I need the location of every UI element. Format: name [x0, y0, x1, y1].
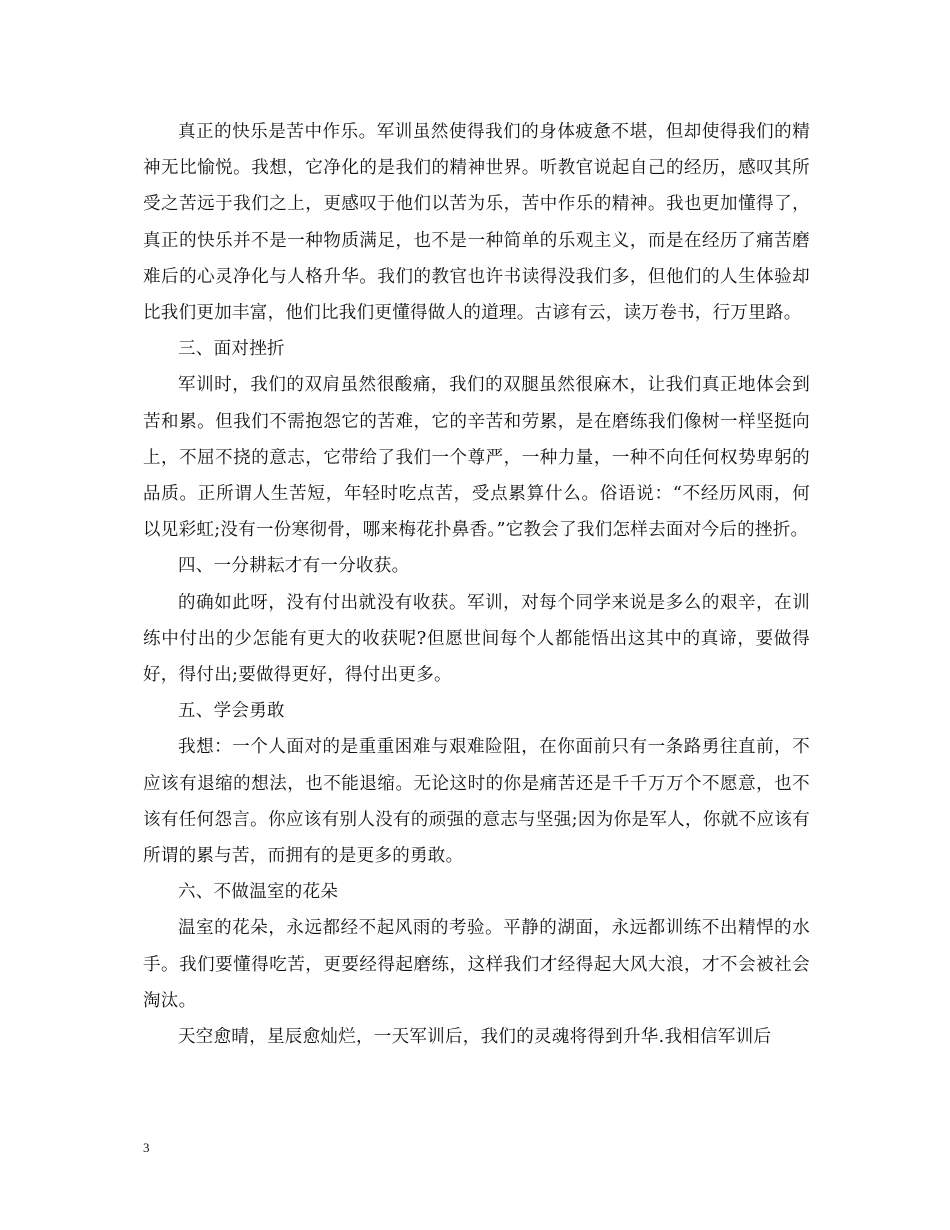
section-heading-not-greenhouse-flower: 六、不做温室的花朵	[178, 882, 339, 903]
paragraph-be-brave: 我想：一个人面对的是重重困难与艰难险阻，在你面前只有一条路勇往直前，不应该有退缩的想法，也不能退缩。无论这时的你是痛苦还是千千万万个不愿意，也不该有任何怨言。你应该有别人没有的顽强的意志与坚强;因为你是军人，你就不应该有所谓的累与苦，而拥有的是更多的勇敢。	[143, 737, 810, 867]
section-heading-face-setbacks: 三、面对挫折	[178, 339, 285, 360]
paragraph-not-greenhouse-flower: 温室的花朵，永远都经不起风雨的考验。平静的湖面，永远都训练不出精悍的水手。我们要懂得吃苦，更要经得起磨练，这样我们才经得起大风大浪，才不会被社会淘汰。	[143, 918, 810, 1011]
paragraph-face-setbacks: 军训时，我们的双肩虽然很酸痛，我们的双腿虽然很麻木，让我们真正地体会到苦和累。但我们不需抱怨它的苦难，它的辛苦和劳累，是在磨练我们像树一样坚挺向上，不屈不挠的意志，它带给了我们一个尊严，一种力量，一种不向任何权势卑躬的品质。正所谓人生苦短，年轻时吃点苦，受点累算什么。俗语说：“不经历风雨，何以见彩虹;没有一份寒彻骨，哪来梅花扑鼻香。”它教会了我们怎样去面对今后的挫折。	[143, 375, 810, 541]
paragraph-clear-sky: 天空愈晴，星辰愈灿烂，一天军训后，我们的灵魂将得到升华.我相信军训后	[178, 1027, 772, 1048]
paragraph-true-happiness: 真正的快乐是苦中作乐。军训虽然使得我们的身体疲惫不堪，但却使得我们的精神无比愉悦。我想，它净化的是我们的精神世界。听教官说起自己的经历，感叹其所受之苦远于我们之上，更感叹于他们以苦为乐，苦中作乐的精神。我也更加懂得了，真正的快乐并不是一种物质满足，也不是一种简单的乐观主义，而是在经历了痛苦磨难后的心灵净化与人格升华。我们的教官也许书读得没我们多，但他们的人生体验却比我们更加丰富，他们比我们更懂得做人的道理。古谚有云，读万卷书，行万里路。	[143, 122, 810, 324]
section-heading-effort-reward: 四、一分耕耘才有一分收获。	[178, 556, 410, 577]
section-heading-be-brave: 五、学会勇敢	[178, 701, 285, 722]
page-number: 3	[143, 1140, 150, 1155]
paragraph-effort-reward: 的确如此呀，没有付出就没有收获。军训，对每个同学来说是多么的艰辛，在训练中付出的少怎能有更大的收获呢?但愿世间每个人都能悟出这其中的真谛，要做得好，得付出;要做得更好，得付出更多。	[143, 592, 810, 686]
document-body	[143, 114, 810, 1055]
